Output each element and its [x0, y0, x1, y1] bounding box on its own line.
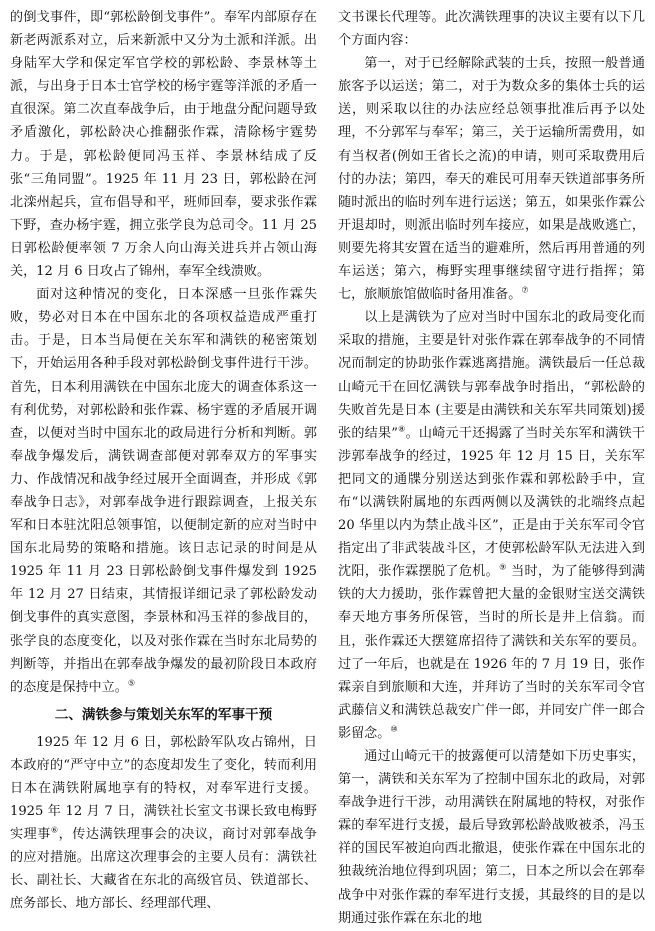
footnote-marker: ⑥: [50, 825, 59, 835]
section-heading: [10, 699, 317, 731]
footnote-marker: ⑤: [127, 678, 136, 688]
text-run: 1925 年 12 月 6 日，郭松龄军队攻占锦州，日本政府的“严守中立”的态度却发生了变化，转而利用日本在满铁附属地享有的特权，对奉军进行支援。1925 年 12 月 7 日，满铁社长室文书课长致电梅野实理事: [10, 734, 317, 843]
body-paragraph: [338, 306, 645, 745]
text-run: 面对这种情况的变化，日本深感一旦张作霖失败，势必对日本在中国东北的各项权益造成严重打击。于是，日本当局便在关东军和满铁的秘密策划下，开始运用各种手段对郭松龄倒戈事件进行干涉。首先，日本利用满铁在中国东北庞大的调查体系这一有利优势，对郭松龄和张作霖、杨宇霆的矛盾展开调查，以便对当时中国东北的政局进行分析和判断。郭奉战争爆发后，满铁调查部便对郭奉双方的军事实力、作战情况和战争经过展开全面调查，并形成《郭奉战争日志》，对郭奉战争进行跟踪调查，上报关东军和日本驻沈阳总领事馆，以便制定新的应对当时中国东北局势的策略和措施。该日志记录的时间是从 1925 年 11 月 23 日郭松龄倒戈事件爆发到 1925 年 12 月 27 日结束，其情报详细记录了郭松龄发动倒戈事件的真实意图，李景林和冯玉祥的参战目的，张学良的态度变化，以及对张作霖在当时东北局势的判断等，并指出在郭奉战争爆发的最初阶段日本政府的态度是保持中立。: [10, 287, 317, 695]
body-paragraph: [10, 731, 317, 916]
text-run: 二、满铁参与策划关东军的军事干预: [54, 706, 273, 723]
body-paragraph: [338, 745, 645, 927]
footnote-marker: ⑦: [521, 285, 529, 295]
text-run: 以上是满铁为了应对当时中国东北的政局变化而采取的措施，主要是针对张作霖在郭奉战争的不同情况而制定的协助张作霖逃离措施。满铁最后一任总裁山崎元干在回忆满铁与郭奉战争时指出，“郭松龄的失败首先是日本 (主要是由满铁和关东军共同策划)援张的结果”: [338, 310, 645, 441]
text-run: ，传达满铁理事会的决议，商讨对郭奉战争的应对措施。出席这次理事会的主要人员有：满铁社长、副社长、大藏省在东北的高级官员、铁道部长、庶务部长、地方部长、经理部代理、: [10, 827, 317, 912]
text-run: 通过山崎元干的披露便可以清楚如下历史事实，第一，满铁和关东军为了控制中国东北的政局，对郭奉战争进行干涉，动用满铁在附属地的特权，对张作霖的奉军进行支援，最后导致郭松龄战败被杀，冯玉祥的国民军被迫向西北撤退，使张作霖在中国东北的独裁统治地位得到巩固；第二，日本之所以会在郭奉战争中对张作霖的奉军进行支援，其最终的目的是以期通过张作霖在东北的地: [338, 749, 645, 926]
text-run: 文书课长代理等。此次满铁理事的决议主要有以下几个方面内容：: [338, 10, 645, 49]
text-run: 。山崎元干还揭露了当时关东军和满铁干涉郭奉战争的经过，1925 年 12 月 15 日，关东军把同文的通牒分别送达到张作霖和郭松龄手中，宣布“以满铁附属地的东西两侧以及满铁的北端终点起 20 华里以内为禁止战斗区”，正是由于关东军司令官指定出了非武装战斗区，才使郭松龄军队无法进入到沈阳，张作霖摆脱了危机。: [338, 425, 645, 580]
footnote-marker: ⑨: [499, 562, 507, 572]
text-run: 第一，对于已经解除武装的士兵，按照一般普通旅客予以运送；第二，对于为数众多的集体士兵的运送，则采取以往的办法应经总领事批准后再予以处理，不分郭军与奉军；第三，关于运输所需费用，如有当权者(例如王省长之流)的申请，则可采取费用后付的办法；第四，奉天的难民可用奉天铁道部事务所随时派出的临时列车进行运送；第五，如果张作霖公开退却时，则派出临时列车接应，如果是战败逃亡，则要先将其安置在适当的避难所，然后再用普通的列车运送；第六，梅野实理事继续留守进行指挥；第七，旅顺旅馆做临时备用准备。: [338, 56, 645, 303]
footnote-marker: ⑩: [390, 724, 398, 734]
body-paragraph: [10, 6, 317, 283]
left-text-column: [10, 6, 317, 927]
text-run: 的倒戈事件，即“郭松龄倒戈事件”。奉军内部原存在新老两派系对立，后来新派中又分为土派和洋派。出身陆军大学和保定军官学校的郭松龄、李景林等土派，与出身于日本士官学校的杨宇霆等洋派的矛盾一直很深。第二次直奉战争后，由于地盘分配问题导致矛盾激化，郭松龄决心推翻张作霖，清除杨宇霆势力。于是，郭松龄便同冯玉祥、李景林结成了反张“三角同盟”。1925 年 11 月 23 日，郭松龄在河北滦州起兵，宣布倡导和平，班师回奉，要求张作霖下野，查办杨宇霆，拥立张学良为总司令。11 月 25 日郭松龄便率领 7 万余人向山海关进兵并占领山海关，12 月 6 日攻占了锦州，奉军全线溃败。: [10, 10, 317, 280]
body-paragraph: [338, 52, 645, 306]
body-paragraph: [338, 6, 645, 52]
right-text-column: [338, 6, 645, 927]
text-run: 当时，为了能够得到满铁的大力援助，张作霖曾把大量的金银财宝送交满铁奉天地方事务所保管，当时的所长是井上信翁。而且，张作霖还大摆筵席招待了满铁和关东军的要员。过了一年后，也就是在 1926 年的 7 月 19 日，张作霖亲自到旅顺和大连，并拜访了当时的关东军司令官武藤信义和满铁总裁安广伴一郎，并同安广伴一郎合影留念。: [338, 564, 645, 741]
footnote-marker: ⑧: [397, 424, 406, 434]
body-paragraph: [10, 283, 317, 699]
